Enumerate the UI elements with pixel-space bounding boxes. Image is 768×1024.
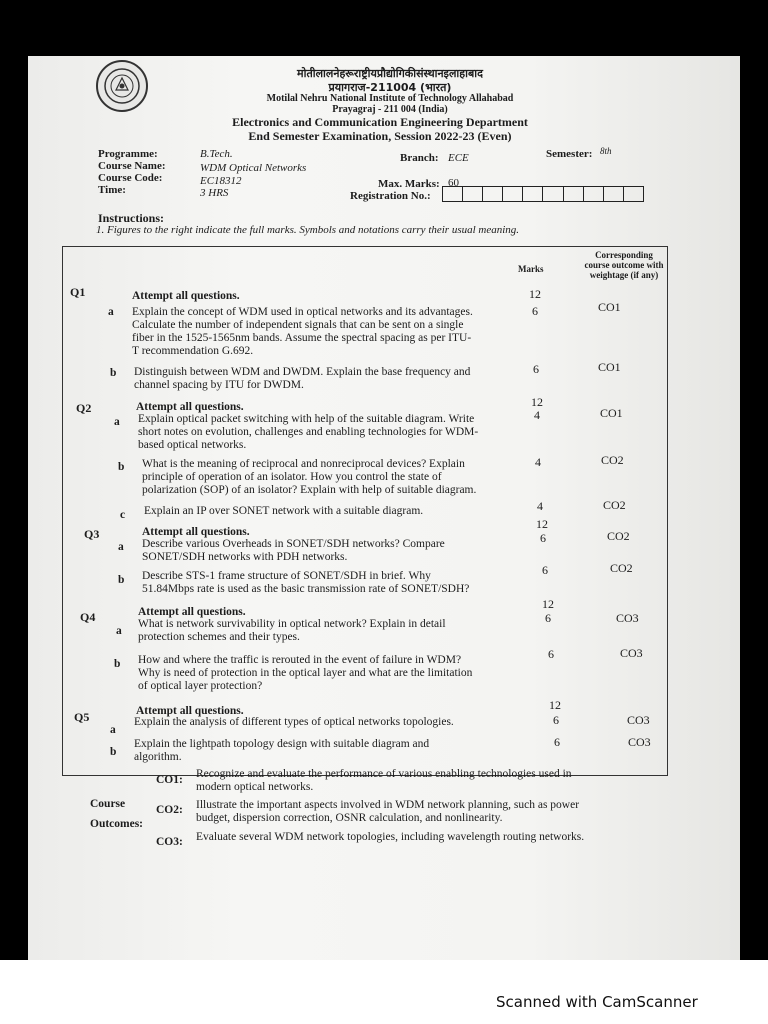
q2a-line-1: Explain optical packet switching with help of the suitable diagram. Write bbox=[138, 413, 475, 425]
q1a-line-2: Calculate the number of independent signals that can be sent on a single bbox=[132, 319, 464, 331]
q1-marks: 12 bbox=[529, 287, 541, 301]
q1a-marks: 6 bbox=[532, 304, 538, 318]
instruction-item-1: 1. Figures to the right indicate the full marks. Symbols and notations carry their usual meaning. bbox=[96, 224, 520, 236]
course-name-label: Course Name: bbox=[98, 160, 166, 172]
q1b-text bbox=[134, 366, 470, 392]
q4b-line-1: How and where the traffic is rerouted in the event of failure in WDM? bbox=[138, 654, 462, 666]
q2-title: Attempt all questions. bbox=[136, 401, 244, 413]
q2-marks: 12 bbox=[531, 395, 543, 409]
co-header-line-2: course outcome with bbox=[584, 260, 664, 270]
q2b-co: CO2 bbox=[601, 453, 624, 467]
q4a-co: CO3 bbox=[616, 611, 639, 625]
q1b-line-1: Distinguish between WDM and DWDM. Explain the base frequency and bbox=[134, 366, 471, 378]
q5-title: Attempt all questions. bbox=[136, 705, 244, 717]
co2-label: CO2: bbox=[156, 804, 183, 816]
q5a-text: Explain the analysis of different types of optical networks topologies. bbox=[134, 716, 454, 728]
q1a-line-3: fiber in the 1525-1565nm bands. Assume the spectral spacing as per ITU- bbox=[132, 332, 472, 344]
co2-line-2: budget, dispersion correction, OSNR calculation, and nonlinearity. bbox=[196, 812, 503, 824]
institute-name: Motilal Nehru National Institute of Technology Allahabad bbox=[266, 93, 514, 104]
q2b-line-1: What is the meaning of reciprocal and nonreciprocal devices? Explain bbox=[142, 458, 465, 470]
institute-city: Prayagraj - 211 004 (India) bbox=[332, 104, 448, 115]
q2a-line-2: short notes on evolution, challenges and enabling technologies for WDM- bbox=[138, 426, 479, 438]
programme-label: Programme: bbox=[98, 148, 158, 160]
q1a-text bbox=[132, 306, 473, 358]
q3a-line-2: SONET/SDH networks with PDH networks. bbox=[142, 551, 348, 563]
q2a-co: CO1 bbox=[600, 406, 623, 420]
institute-name-hindi: मोतीलालनेहरूराष्ट्रीयप्रौद्योगिकीसंस्थानइलाहाबाद bbox=[297, 67, 483, 80]
q5b-line-1: Explain the lightpath topology design with suitable diagram and bbox=[134, 738, 430, 750]
instructions-heading: Instructions: bbox=[98, 211, 165, 225]
q2c-marks: 4 bbox=[537, 499, 543, 513]
co3-label: CO3: bbox=[156, 836, 183, 848]
q3-title: Attempt all questions. bbox=[142, 526, 250, 538]
q2a-label: a bbox=[114, 416, 120, 428]
q3b-text bbox=[142, 570, 469, 596]
q5b-line-2: algorithm. bbox=[134, 751, 182, 763]
q2c-label: c bbox=[120, 509, 126, 521]
q3a-marks: 6 bbox=[540, 531, 546, 545]
q5b-marks: 6 bbox=[554, 735, 560, 749]
q3b-label: b bbox=[118, 574, 125, 586]
q4a-marks: 6 bbox=[545, 611, 551, 625]
q1a-co: CO1 bbox=[598, 300, 621, 314]
q5a-label: a bbox=[110, 724, 116, 736]
q3b-line-1: Describe STS-1 frame structure of SONET/SDH in brief. Why bbox=[142, 570, 431, 582]
registration-number-boxes bbox=[442, 186, 644, 202]
q3a-line-1: Describe various Overheads in SONET/SDH networks? Compare bbox=[142, 538, 445, 550]
scan-footer-band bbox=[0, 960, 768, 1024]
q4b-line-3: of optical layer protection? bbox=[138, 680, 263, 692]
co-column-header bbox=[574, 250, 674, 280]
q3a-co: CO2 bbox=[607, 529, 630, 543]
exam-title: End Semester Examination, Session 2022-23 (Even) bbox=[248, 129, 512, 143]
institute-city-hindi: प्रयागराज-211004 (भारत) bbox=[328, 81, 452, 94]
q2b-marks: 4 bbox=[535, 455, 541, 469]
co1-line-1: Recognize and evaluate the performance of various enabling technologies used in bbox=[196, 768, 572, 780]
q4a-label: a bbox=[116, 625, 122, 637]
co1-label: CO1: bbox=[156, 774, 183, 786]
q1b-line-2: channel spacing by ITU for DWDM. bbox=[134, 379, 304, 391]
semester-label: Semester: bbox=[546, 148, 593, 160]
q5-marks: 12 bbox=[549, 698, 561, 712]
course-code-label: Course Code: bbox=[98, 172, 163, 184]
co-header-line-1: Corresponding bbox=[595, 250, 653, 260]
co2-line-1: Illustrate the important aspects involved in WDM network planning, such as power bbox=[196, 799, 580, 811]
q5-number: Q5 bbox=[74, 710, 90, 724]
institute-logo-emblem bbox=[96, 60, 148, 112]
q4a-line-2: protection schemes and their types. bbox=[138, 631, 300, 643]
course-code-value: EC18312 bbox=[200, 175, 242, 187]
co3-description: Evaluate several WDM network topologies, including wavelength routing networks. bbox=[196, 831, 585, 843]
q5b-co: CO3 bbox=[628, 735, 651, 749]
co1-line-2: modern optical networks. bbox=[196, 781, 314, 793]
time-value: 3 HRS bbox=[200, 187, 229, 199]
q5a-marks: 6 bbox=[553, 713, 559, 727]
semester-value: 8th bbox=[600, 146, 612, 156]
q1-title: Attempt all questions. bbox=[132, 290, 240, 302]
programme-value: B.Tech. bbox=[200, 148, 233, 160]
course-name-value: WDM Optical Networks bbox=[200, 162, 307, 174]
marks-column-header: Marks bbox=[518, 264, 544, 274]
q3a-label: a bbox=[118, 541, 124, 553]
q1b-label: b bbox=[110, 367, 117, 379]
q4b-marks: 6 bbox=[548, 647, 554, 661]
q2a-line-3: based optical networks. bbox=[138, 439, 247, 451]
q3a-text bbox=[142, 538, 445, 564]
q2a-marks: 4 bbox=[534, 408, 540, 422]
co-header-line-3: weightage (if any) bbox=[589, 270, 659, 280]
q1a-line-4: T recommendation G.692. bbox=[132, 345, 254, 357]
max-marks-label: Max. Marks: bbox=[378, 178, 440, 190]
q4b-line-2: Why is need of protection in the optical layer and what are the limitation bbox=[138, 667, 473, 679]
q4a-text bbox=[138, 618, 446, 644]
department-name: Electronics and Communication Engineering Department bbox=[232, 115, 528, 129]
q4a-line-1: What is network survivability in optical network? Explain in detail bbox=[138, 618, 446, 630]
q2c-text: Explain an IP over SONET network with a suitable diagram. bbox=[144, 505, 424, 517]
branch-label: Branch: bbox=[400, 152, 439, 164]
q3-number: Q3 bbox=[84, 527, 100, 541]
max-marks-value: 60 bbox=[448, 177, 459, 189]
q1a-line-1: Explain the concept of WDM used in optical networks and its advantages. bbox=[132, 306, 473, 318]
time-label: Time: bbox=[98, 184, 126, 196]
q3-marks: 12 bbox=[536, 517, 548, 531]
q5b-label: b bbox=[110, 746, 117, 758]
q2c-co: CO2 bbox=[603, 498, 626, 512]
q4b-text bbox=[138, 654, 472, 693]
q3b-co: CO2 bbox=[610, 561, 633, 575]
q5a-co: CO3 bbox=[627, 713, 650, 727]
q4-marks: 12 bbox=[542, 597, 554, 611]
q2b-line-3: polarization (SOP) of an isolator? Explain with help of suitable diagram. bbox=[142, 484, 477, 496]
q1-number: Q1 bbox=[70, 285, 86, 299]
q4b-co: CO3 bbox=[620, 646, 643, 660]
branch-value: ECE bbox=[448, 152, 469, 164]
q2b-text bbox=[142, 458, 476, 497]
camscanner-watermark: Scanned with CamScanner bbox=[496, 993, 698, 1011]
q2b-line-2: principle of operation of an isolator. How you control the state of bbox=[142, 471, 442, 483]
registration-label: Registration No.: bbox=[350, 190, 431, 202]
co2-description bbox=[196, 799, 579, 825]
q1b-co: CO1 bbox=[598, 360, 621, 374]
course-outcomes-label-2: Outcomes: bbox=[90, 818, 144, 830]
co1-description bbox=[196, 768, 572, 794]
q4b-label: b bbox=[114, 658, 121, 670]
q4-number: Q4 bbox=[80, 610, 96, 624]
q2-number: Q2 bbox=[76, 401, 92, 415]
q3b-marks: 6 bbox=[542, 563, 548, 577]
q5b-text bbox=[134, 738, 429, 764]
q3b-line-2: 51.84Mbps rate is used as the basic transmission rate of SONET/SDH? bbox=[142, 583, 470, 595]
q1b-marks: 6 bbox=[533, 362, 539, 376]
q2a-text bbox=[138, 413, 478, 452]
course-outcomes-label-1: Course bbox=[90, 798, 126, 810]
q4-title: Attempt all questions. bbox=[138, 606, 246, 618]
q2b-label: b bbox=[118, 461, 125, 473]
q1a-label: a bbox=[108, 306, 114, 318]
